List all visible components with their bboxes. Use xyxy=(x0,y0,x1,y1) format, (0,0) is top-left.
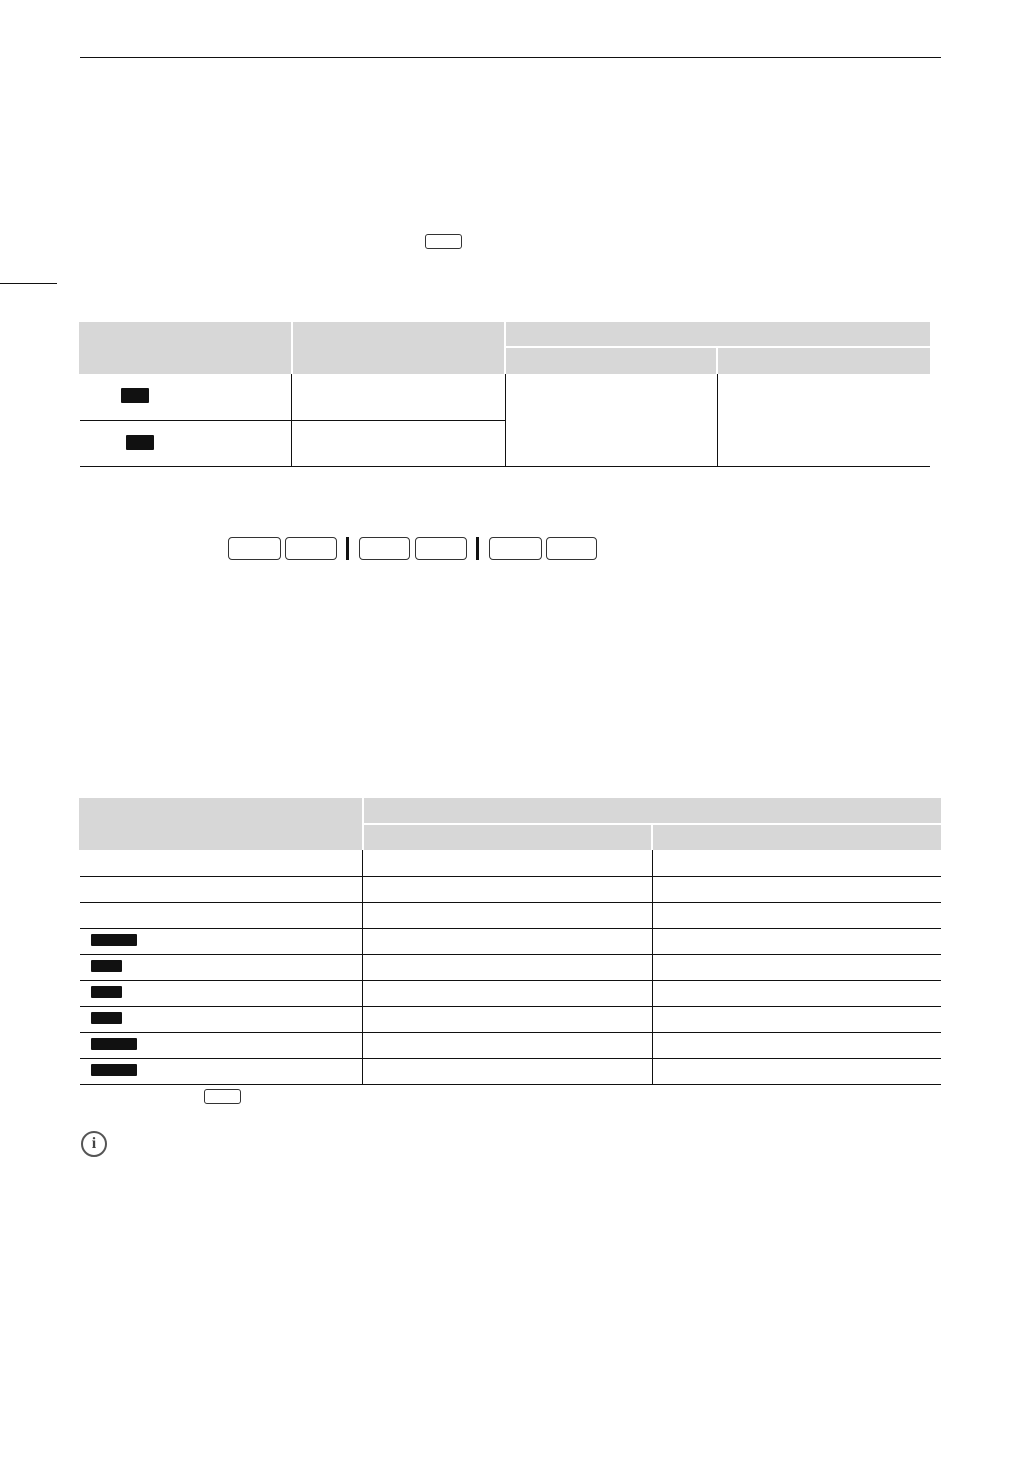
ch3-4-icon xyxy=(91,960,122,972)
table2-row-rule xyxy=(80,902,941,903)
mp4-format-badge xyxy=(489,537,542,560)
table2-header-sub2 xyxy=(653,825,941,850)
table1-vline-2 xyxy=(505,374,506,467)
ch3-3-icon xyxy=(91,986,122,998)
table2-vline-1 xyxy=(362,850,363,1085)
table2-row-rule xyxy=(80,1032,941,1033)
table1-row-divider xyxy=(80,420,505,421)
info-icon: i xyxy=(81,1131,107,1157)
2ch-icon xyxy=(126,435,154,450)
mode-separator-1 xyxy=(346,537,349,560)
manual-mode-badge xyxy=(415,537,467,560)
table2-header-sub1 xyxy=(364,825,651,850)
mode-separator-2 xyxy=(476,537,479,560)
table1-header-group xyxy=(506,322,930,346)
ch1-2-1-2-icon xyxy=(91,934,137,946)
camera-mode-badge xyxy=(228,537,281,560)
table1-header-col2 xyxy=(293,322,504,374)
table2-row-rule xyxy=(80,876,941,877)
xf-avc-format-badge xyxy=(546,537,597,560)
ch3-4-3-4-icon xyxy=(91,1038,137,1050)
media-mode-badge-large xyxy=(285,537,337,560)
table2-bottom-rule xyxy=(80,1084,941,1085)
camera-footnote-badge xyxy=(204,1089,241,1104)
table2-row-rule xyxy=(80,928,941,929)
table1-vline-1 xyxy=(291,374,292,467)
auto-mode-badge xyxy=(359,537,410,560)
table2-row-rule xyxy=(80,980,941,981)
table2-header-col1 xyxy=(79,798,362,850)
ch4-4-icon xyxy=(91,1012,122,1024)
table2-row-rule xyxy=(80,1058,941,1059)
table1-header-col1 xyxy=(79,322,291,374)
margin-tab-line xyxy=(0,283,57,284)
table2-row-rule xyxy=(80,1006,941,1007)
4ch-icon xyxy=(121,388,149,403)
media-mode-badge xyxy=(425,234,462,249)
table1-header-sub2 xyxy=(718,348,930,374)
table1-header-sub1 xyxy=(506,348,716,374)
table2-header-group xyxy=(364,798,941,823)
header-rule xyxy=(80,57,941,58)
table1-vline-3 xyxy=(717,374,718,467)
table2-row-rule xyxy=(80,954,941,955)
table2-vline-2 xyxy=(652,850,653,1085)
ch1-3-2-4-icon xyxy=(91,1064,137,1076)
